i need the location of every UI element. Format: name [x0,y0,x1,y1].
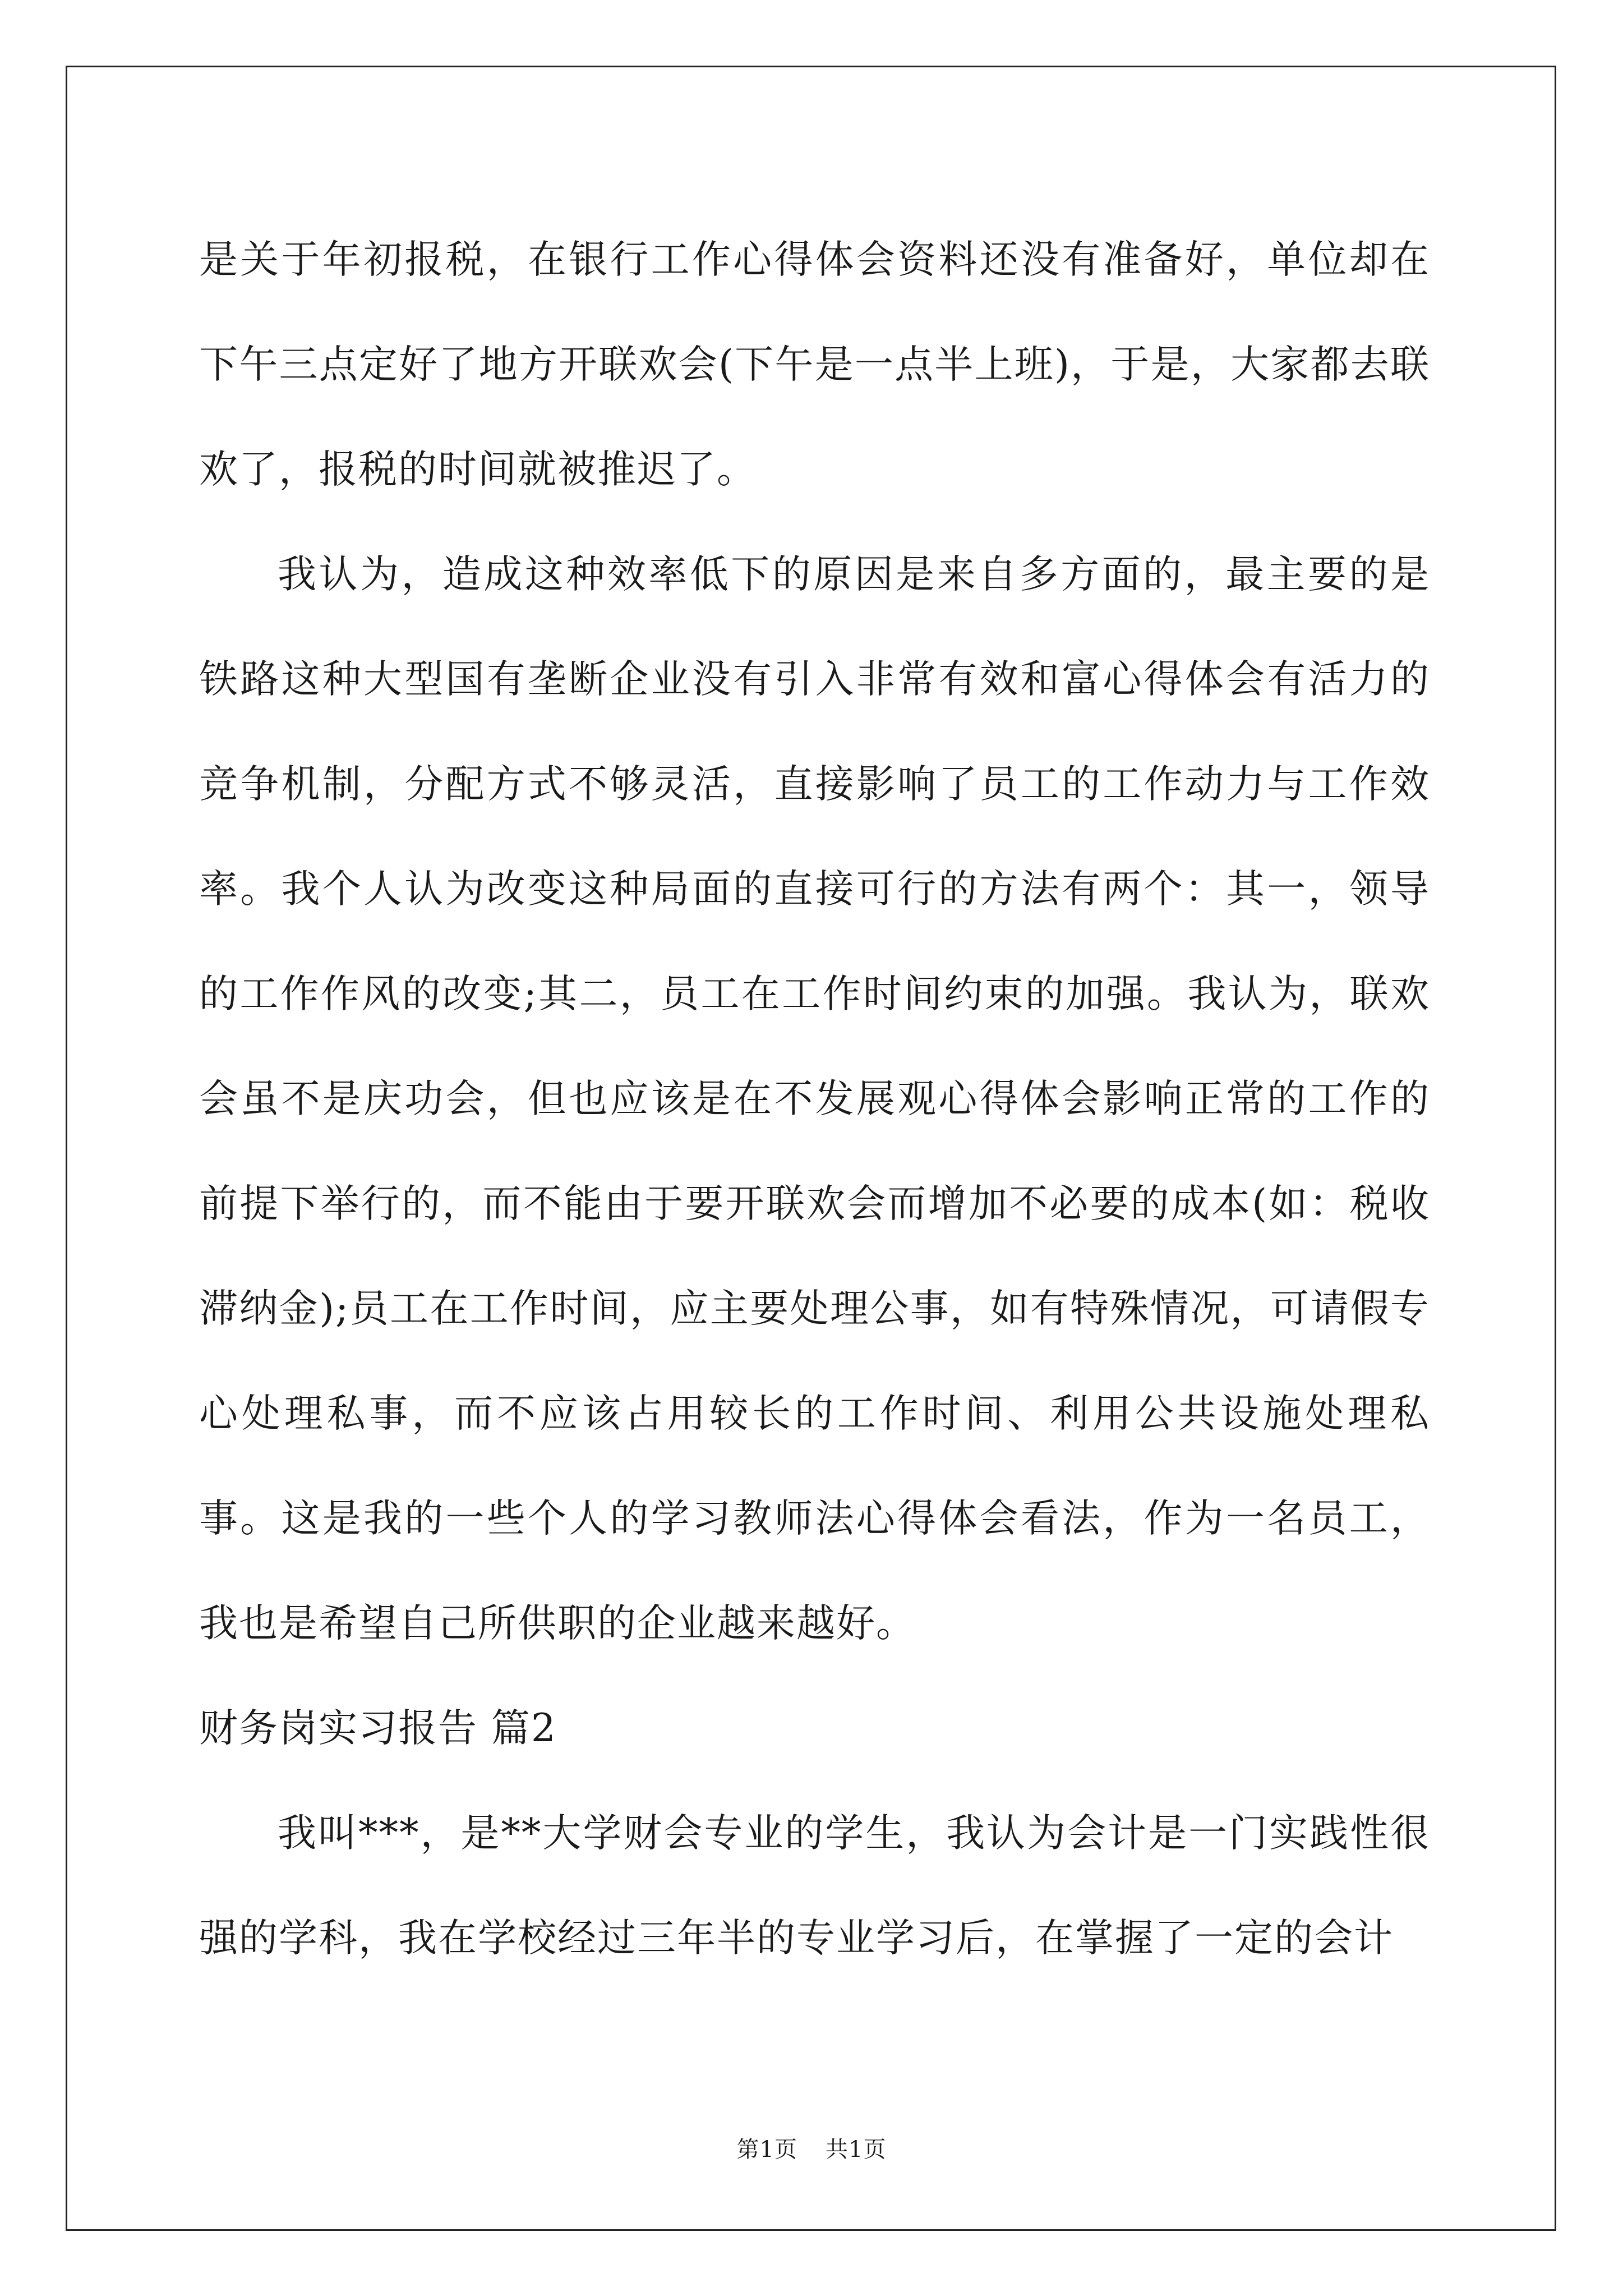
page-footer [0,2132,1623,2164]
page-total: 共1页 [826,2137,887,2162]
page-number: 第1页 [736,2137,797,2162]
section-heading: 财务岗实习报告 篇2 [199,1706,557,1751]
document-body [199,208,1430,1991]
paragraph-continuation: 是关于年初报税，在银行工作心得体会资料还没有准备好，单位却在下午三点定好了地方开联欢会(下午是一点半上班)，于是，大家都去联欢了，报税的时间就被推迟了。 [199,237,1430,492]
paragraph-efficiency-analysis: 我认为，造成这种效率低下的原因是来自多方面的，最主要的是铁路这种大型国有垄断企业没有引入非常有效和富心得体会有活力的竞争机制，分配方式不够灵活，直接影响了员工的工作动力与工作效率。我个人认为改变这种局面的直接可行的方法有两个：其一，领导的工作作风的改变;其二，员工在工作时间约束的加强。我认为，联欢会虽不是庆功会，但也应该是在不发展观心得体会影响正常的工作的前提下举行的，而不能由于要开联欢会而增加不必要的成本(如：税收滞纳金);员工在工作时间，应主要处理公事，如有特殊情况，可请假专心处理私事，而不应该占用较长的工作时间、利用公共设施处理私事。这是我的一些个人的学习教师法心得体会看法，作为一名员工，我也是希望自己所供职的企业越来越好。 [199,552,1430,1646]
paragraph-self-introduction: 我叫***，是**大学财会专业的学生，我认为会计是一门实践性很强的学科，我在学校经过三年半的专业学习后，在掌握了一定的会计 [199,1811,1430,1961]
